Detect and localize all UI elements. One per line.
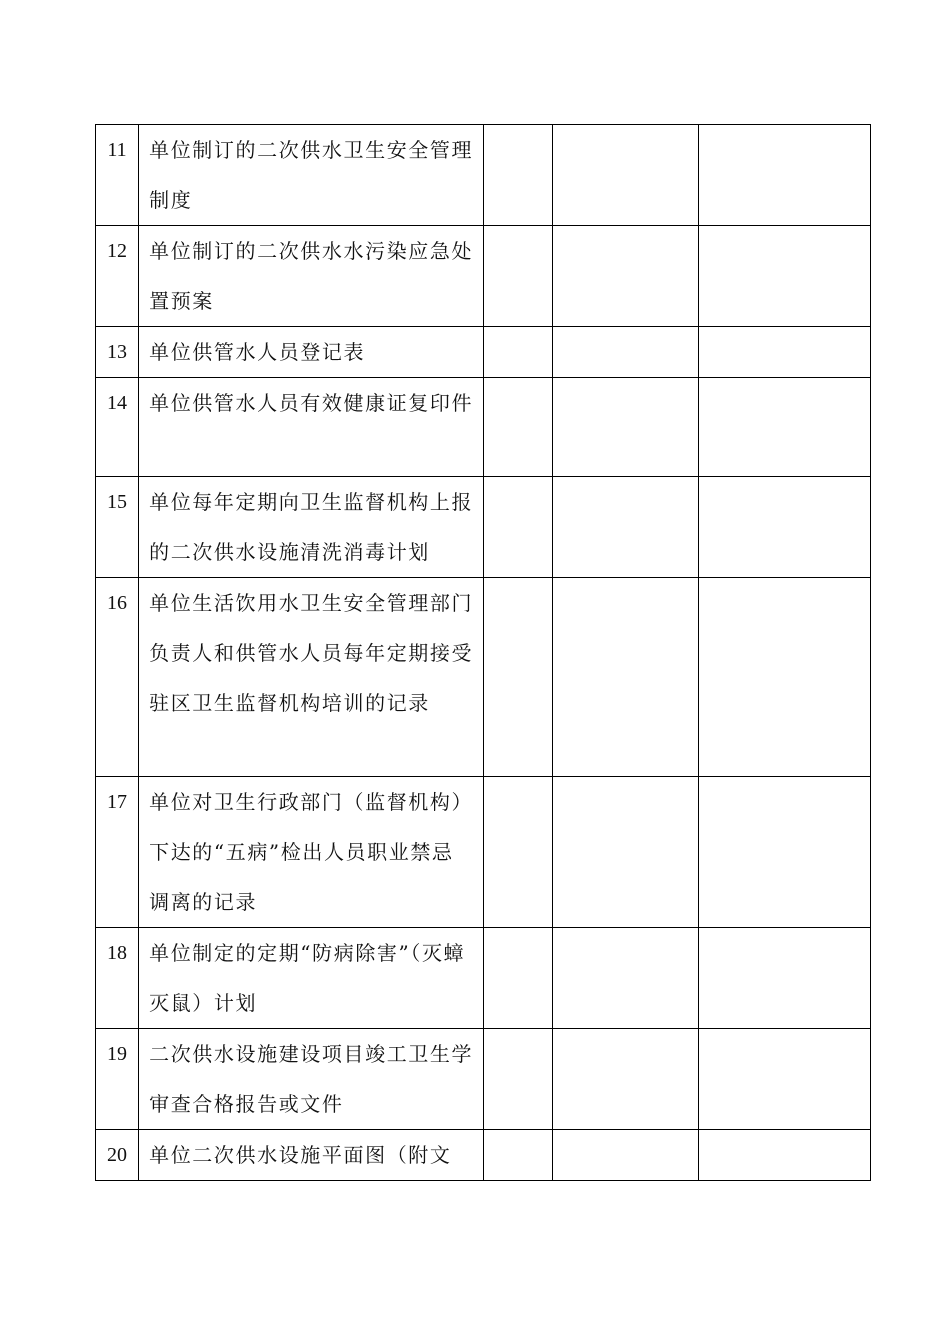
table-row <box>96 578 871 777</box>
table-row <box>96 226 871 327</box>
table-row <box>96 125 871 226</box>
empty-cell <box>483 226 552 327</box>
empty-cell <box>553 777 698 928</box>
empty-cell <box>483 477 552 578</box>
row-number: 16 <box>96 578 139 777</box>
row-number: 18 <box>96 928 139 1029</box>
row-item-text: 单位供管水人员登记表 <box>139 327 484 378</box>
row-item-text: 单位生活饮用水卫生安全管理部门负责人和供管水人员每年定期接受驻区卫生监督机构培训的记录 <box>139 578 484 777</box>
empty-cell <box>483 1130 552 1181</box>
empty-cell <box>553 327 698 378</box>
empty-cell <box>483 777 552 928</box>
empty-cell <box>483 327 552 378</box>
empty-cell <box>483 928 552 1029</box>
empty-cell <box>698 578 870 777</box>
empty-cell <box>698 1029 870 1130</box>
empty-cell <box>553 125 698 226</box>
empty-cell <box>698 477 870 578</box>
row-number: 11 <box>96 125 139 226</box>
row-item-text: 二次供水设施建设项目竣工卫生学审查合格报告或文件 <box>139 1029 484 1130</box>
empty-cell <box>553 928 698 1029</box>
empty-cell <box>553 578 698 777</box>
row-number: 19 <box>96 1029 139 1130</box>
row-number: 17 <box>96 777 139 928</box>
empty-cell <box>698 777 870 928</box>
table-row <box>96 327 871 378</box>
inspection-table <box>95 124 871 1181</box>
empty-cell <box>698 226 870 327</box>
table-row <box>96 1029 871 1130</box>
row-item-text: 单位制订的二次供水卫生安全管理制度 <box>139 125 484 226</box>
empty-cell <box>553 1130 698 1181</box>
empty-cell <box>483 1029 552 1130</box>
row-number: 13 <box>96 327 139 378</box>
row-item-text: 单位每年定期向卫生监督机构上报的二次供水设施清洗消毒计划 <box>139 477 484 578</box>
row-item-text: 单位制定的定期“防病除害”（灭蟑灭鼠）计划 <box>139 928 484 1029</box>
table-row <box>96 378 871 477</box>
row-number: 14 <box>96 378 139 477</box>
empty-cell <box>698 327 870 378</box>
row-item-text: 单位对卫生行政部门（监督机构）下达的“五病”检出人员职业禁忌调离的记录 <box>139 777 484 928</box>
table-row <box>96 928 871 1029</box>
table-row <box>96 777 871 928</box>
empty-cell <box>698 1130 870 1181</box>
row-item-text: 单位供管水人员有效健康证复印件 <box>139 378 484 477</box>
empty-cell <box>483 125 552 226</box>
empty-cell <box>698 378 870 477</box>
empty-cell <box>553 477 698 578</box>
row-item-text: 单位制订的二次供水水污染应急处置预案 <box>139 226 484 327</box>
empty-cell <box>698 928 870 1029</box>
row-number: 15 <box>96 477 139 578</box>
table-row <box>96 1130 871 1181</box>
empty-cell <box>553 1029 698 1130</box>
row-number: 20 <box>96 1130 139 1181</box>
empty-cell <box>483 578 552 777</box>
empty-cell <box>553 378 698 477</box>
empty-cell <box>553 226 698 327</box>
row-number: 12 <box>96 226 139 327</box>
row-item-text: 单位二次供水设施平面图（附文 <box>139 1130 484 1181</box>
empty-cell <box>483 378 552 477</box>
empty-cell <box>698 125 870 226</box>
table-row <box>96 477 871 578</box>
